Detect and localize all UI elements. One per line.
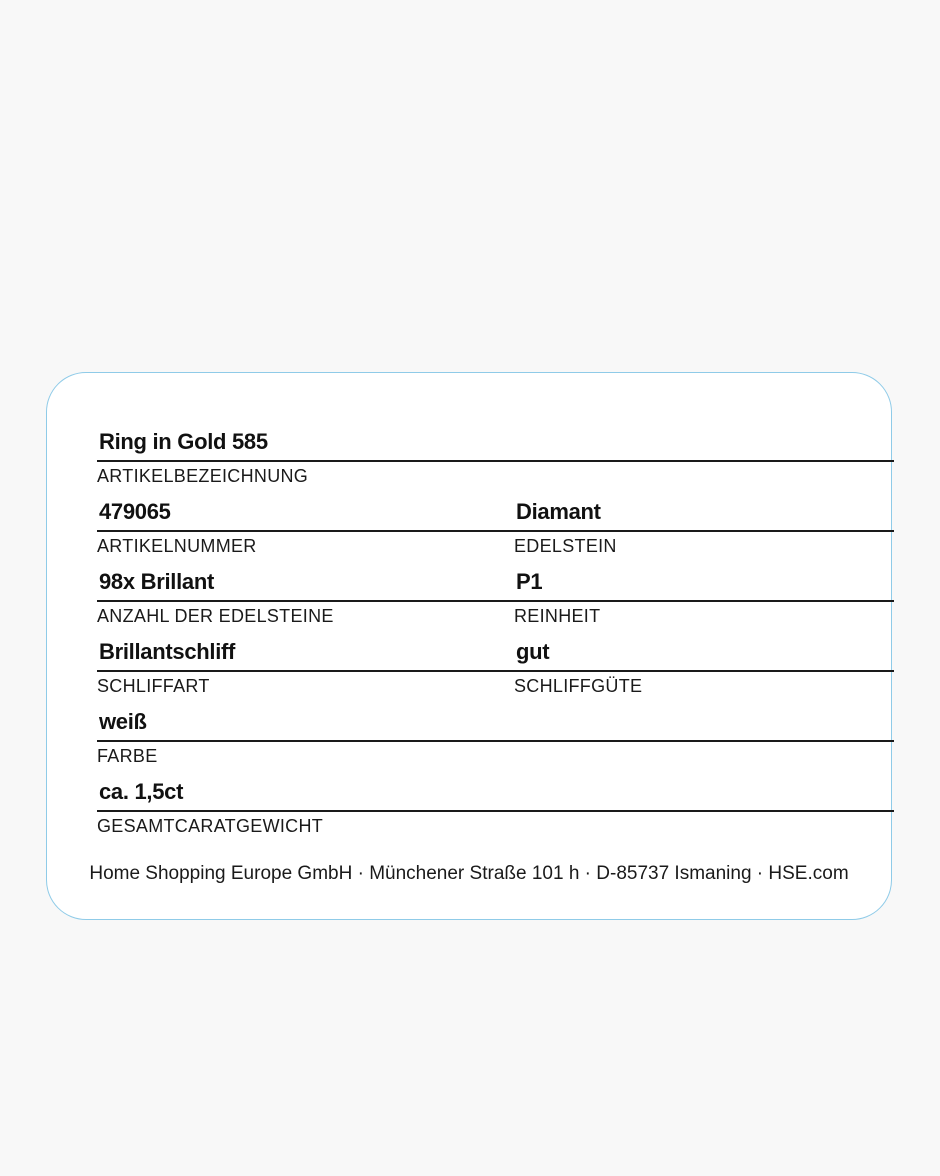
field-cut-quality — [514, 637, 894, 707]
field-total-carat — [97, 777, 894, 847]
field-article-name — [97, 427, 894, 497]
cut-type-value: Brillantschliff — [99, 639, 236, 664]
cut-quality-value: gut — [516, 639, 550, 664]
field-clarity — [514, 567, 894, 637]
color-label: FARBE — [97, 746, 158, 766]
field-article-number — [97, 497, 514, 567]
clarity-value: P1 — [516, 569, 543, 594]
product-info-card — [46, 372, 892, 920]
article-number-value: 479065 — [99, 499, 171, 524]
article-name-value: Ring in Gold 585 — [99, 429, 268, 454]
row-article-number — [97, 497, 894, 567]
gemstone-count-value: 98x Brillant — [99, 569, 215, 594]
divider-line — [97, 460, 894, 462]
divider-line — [97, 670, 514, 672]
divider-line — [514, 600, 894, 602]
gemstone-count-label: ANZAHL DER EDELSTEINE — [97, 606, 334, 626]
row-article-name — [97, 427, 894, 497]
divider-line — [514, 530, 894, 532]
article-number-label: ARTIKELNUMMER — [97, 536, 257, 556]
company-footer: Home Shopping Europe GmbH · Münchener Straße 101 h · D-85737 Ismaning · HSE.com — [89, 863, 849, 884]
gemstone-label: EDELSTEIN — [514, 536, 617, 556]
row-gemstone-count — [97, 567, 894, 637]
field-color — [97, 707, 894, 777]
divider-line — [97, 530, 514, 532]
divider-line — [97, 740, 894, 742]
divider-line — [514, 670, 894, 672]
total-carat-value: ca. 1,5ct — [99, 779, 184, 804]
row-color — [97, 707, 894, 777]
field-gemstone-count — [97, 567, 514, 637]
row-cut-type — [97, 637, 894, 707]
field-gemstone — [514, 497, 894, 567]
divider-line — [97, 810, 894, 812]
gemstone-value: Diamant — [516, 499, 601, 524]
cut-type-label: SCHLIFFART — [97, 676, 210, 696]
total-carat-label: GESAMTCARATGEWICHT — [97, 816, 324, 836]
clarity-label: REINHEIT — [514, 606, 601, 626]
article-name-label: ARTIKELBEZEICHNUNG — [97, 466, 309, 486]
field-cut-type — [97, 637, 514, 707]
cut-quality-label: SCHLIFFGÜTE — [514, 676, 643, 696]
divider-line — [97, 600, 514, 602]
row-total-carat — [97, 777, 894, 847]
color-value: weiß — [99, 709, 147, 734]
